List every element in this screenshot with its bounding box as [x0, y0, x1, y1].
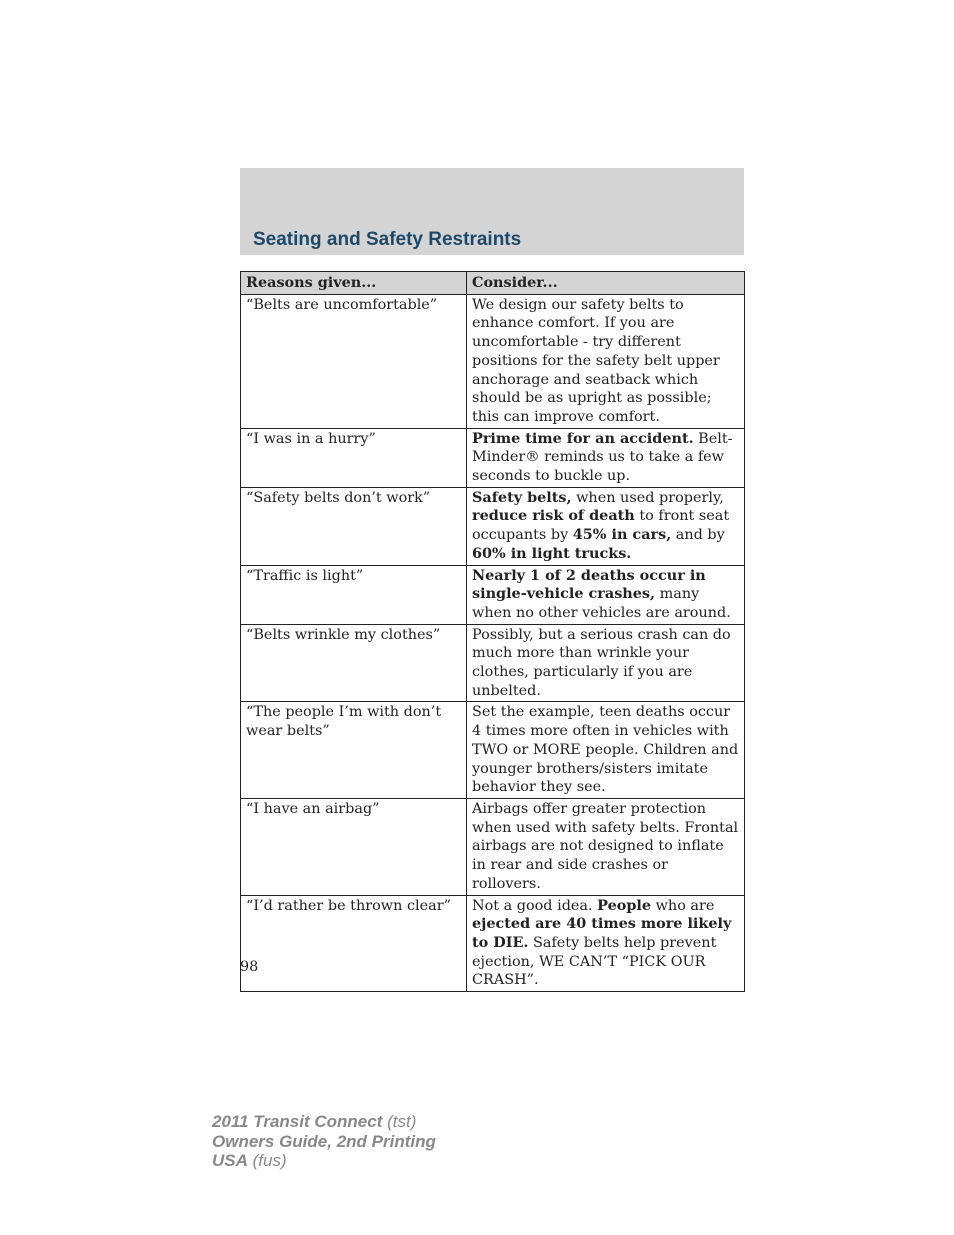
emphasis-text: Nearly 1 of 2 deaths occur in single-vehicle crashes,: [472, 566, 706, 603]
document-footer: [212, 1112, 436, 1171]
emphasis-text: People: [597, 896, 652, 914]
emphasis-text: 60% in light trucks.: [472, 544, 632, 562]
table-row: [241, 702, 745, 799]
consider-text: many when no other vehicles are around.: [472, 586, 731, 621]
reason-cell: “Belts wrinkle my clothes”: [241, 624, 467, 702]
consider-text: when used properly,: [571, 489, 724, 506]
footer-model-code: (tst): [382, 1112, 417, 1131]
section-title: Seating and Safety Restraints: [253, 229, 522, 250]
footer-market: USA: [212, 1151, 248, 1170]
footer-market-code: (fus): [247, 1151, 287, 1170]
emphasis-text: Prime time for an accident.: [472, 429, 694, 447]
footer-line-2: [212, 1132, 436, 1152]
reason-cell: “Belts are uncomfortable”: [241, 294, 467, 428]
consider-text: We design our safety belts to enhance comfort. If you are uncomfortable - try different positions for the safety belt upper anchorage and seatback which should be as upright as possible; this can improve comfort.: [472, 296, 720, 425]
consider-text: Belt-Minder® reminds us to take a few seconds to buckle up.: [472, 430, 733, 485]
footer-edition: Owners Guide, 2nd Printing: [212, 1131, 436, 1151]
emphasis-text: reduce risk of death: [472, 507, 635, 525]
column-header-reasons: Reasons given...: [241, 272, 467, 295]
consider-text: Safety belts help prevent ejection, WE CAN’T “PICK OUR CRASH”.: [472, 934, 717, 989]
reason-cell: “The people I’m with don’t wear belts”: [241, 702, 467, 799]
footer-line-1: [212, 1112, 436, 1132]
table-row: [241, 565, 745, 624]
consider-cell: [467, 565, 745, 624]
consider-cell: [467, 702, 745, 799]
consider-text: Airbags offer greater protection when used with safety belts. Frontal airbags are not designed to inflate in rear and side crashes or rollovers.: [472, 800, 739, 892]
table-header-row: [241, 272, 745, 295]
table-row: [241, 428, 745, 487]
emphasis-text: 45% in cars,: [572, 526, 672, 544]
footer-line-3: [212, 1151, 436, 1171]
table-row: [241, 487, 745, 565]
consider-text: and by: [671, 527, 725, 544]
reason-cell: “Safety belts don’t work”: [241, 487, 467, 565]
table-row: [241, 624, 745, 702]
emphasis-text: Safety belts,: [472, 488, 572, 506]
table-body: [241, 294, 745, 991]
table-row: [241, 798, 745, 895]
consider-text: Set the example, teen deaths occur 4 times more often in vehicles with TWO or MORE people. Children and younger brothers/sisters imitate behavior they see.: [472, 704, 739, 796]
page-number: 98: [240, 959, 259, 975]
table-row: [241, 895, 745, 992]
section-header-band: [240, 168, 744, 255]
consider-cell: [467, 895, 745, 992]
table-row: [241, 294, 745, 428]
consider-cell: [467, 624, 745, 702]
column-header-consider: Consider...: [467, 272, 745, 295]
footer-model: 2011 Transit Connect: [212, 1112, 383, 1131]
reason-cell: “I’d rather be thrown clear”: [241, 895, 467, 992]
consider-text: Not a good idea.: [472, 897, 598, 914]
consider-text: Possibly, but a serious crash can do much more than wrinkle your clothes, particularly if you are unbelted.: [472, 626, 731, 699]
consider-text: who are: [651, 897, 715, 914]
consider-cell: [467, 798, 745, 895]
reason-cell: “I was in a hurry”: [241, 428, 467, 487]
consider-cell: [467, 428, 745, 487]
consider-text: to front seat occupants by: [472, 508, 730, 544]
reason-cell: “I have an airbag”: [241, 798, 467, 895]
reason-cell: “Traffic is light”: [241, 565, 467, 624]
reasons-table: [240, 271, 745, 992]
emphasis-text: ejected are 40 times more likely to DIE.: [472, 915, 732, 951]
consider-cell: [467, 294, 745, 428]
consider-cell: [467, 487, 745, 565]
